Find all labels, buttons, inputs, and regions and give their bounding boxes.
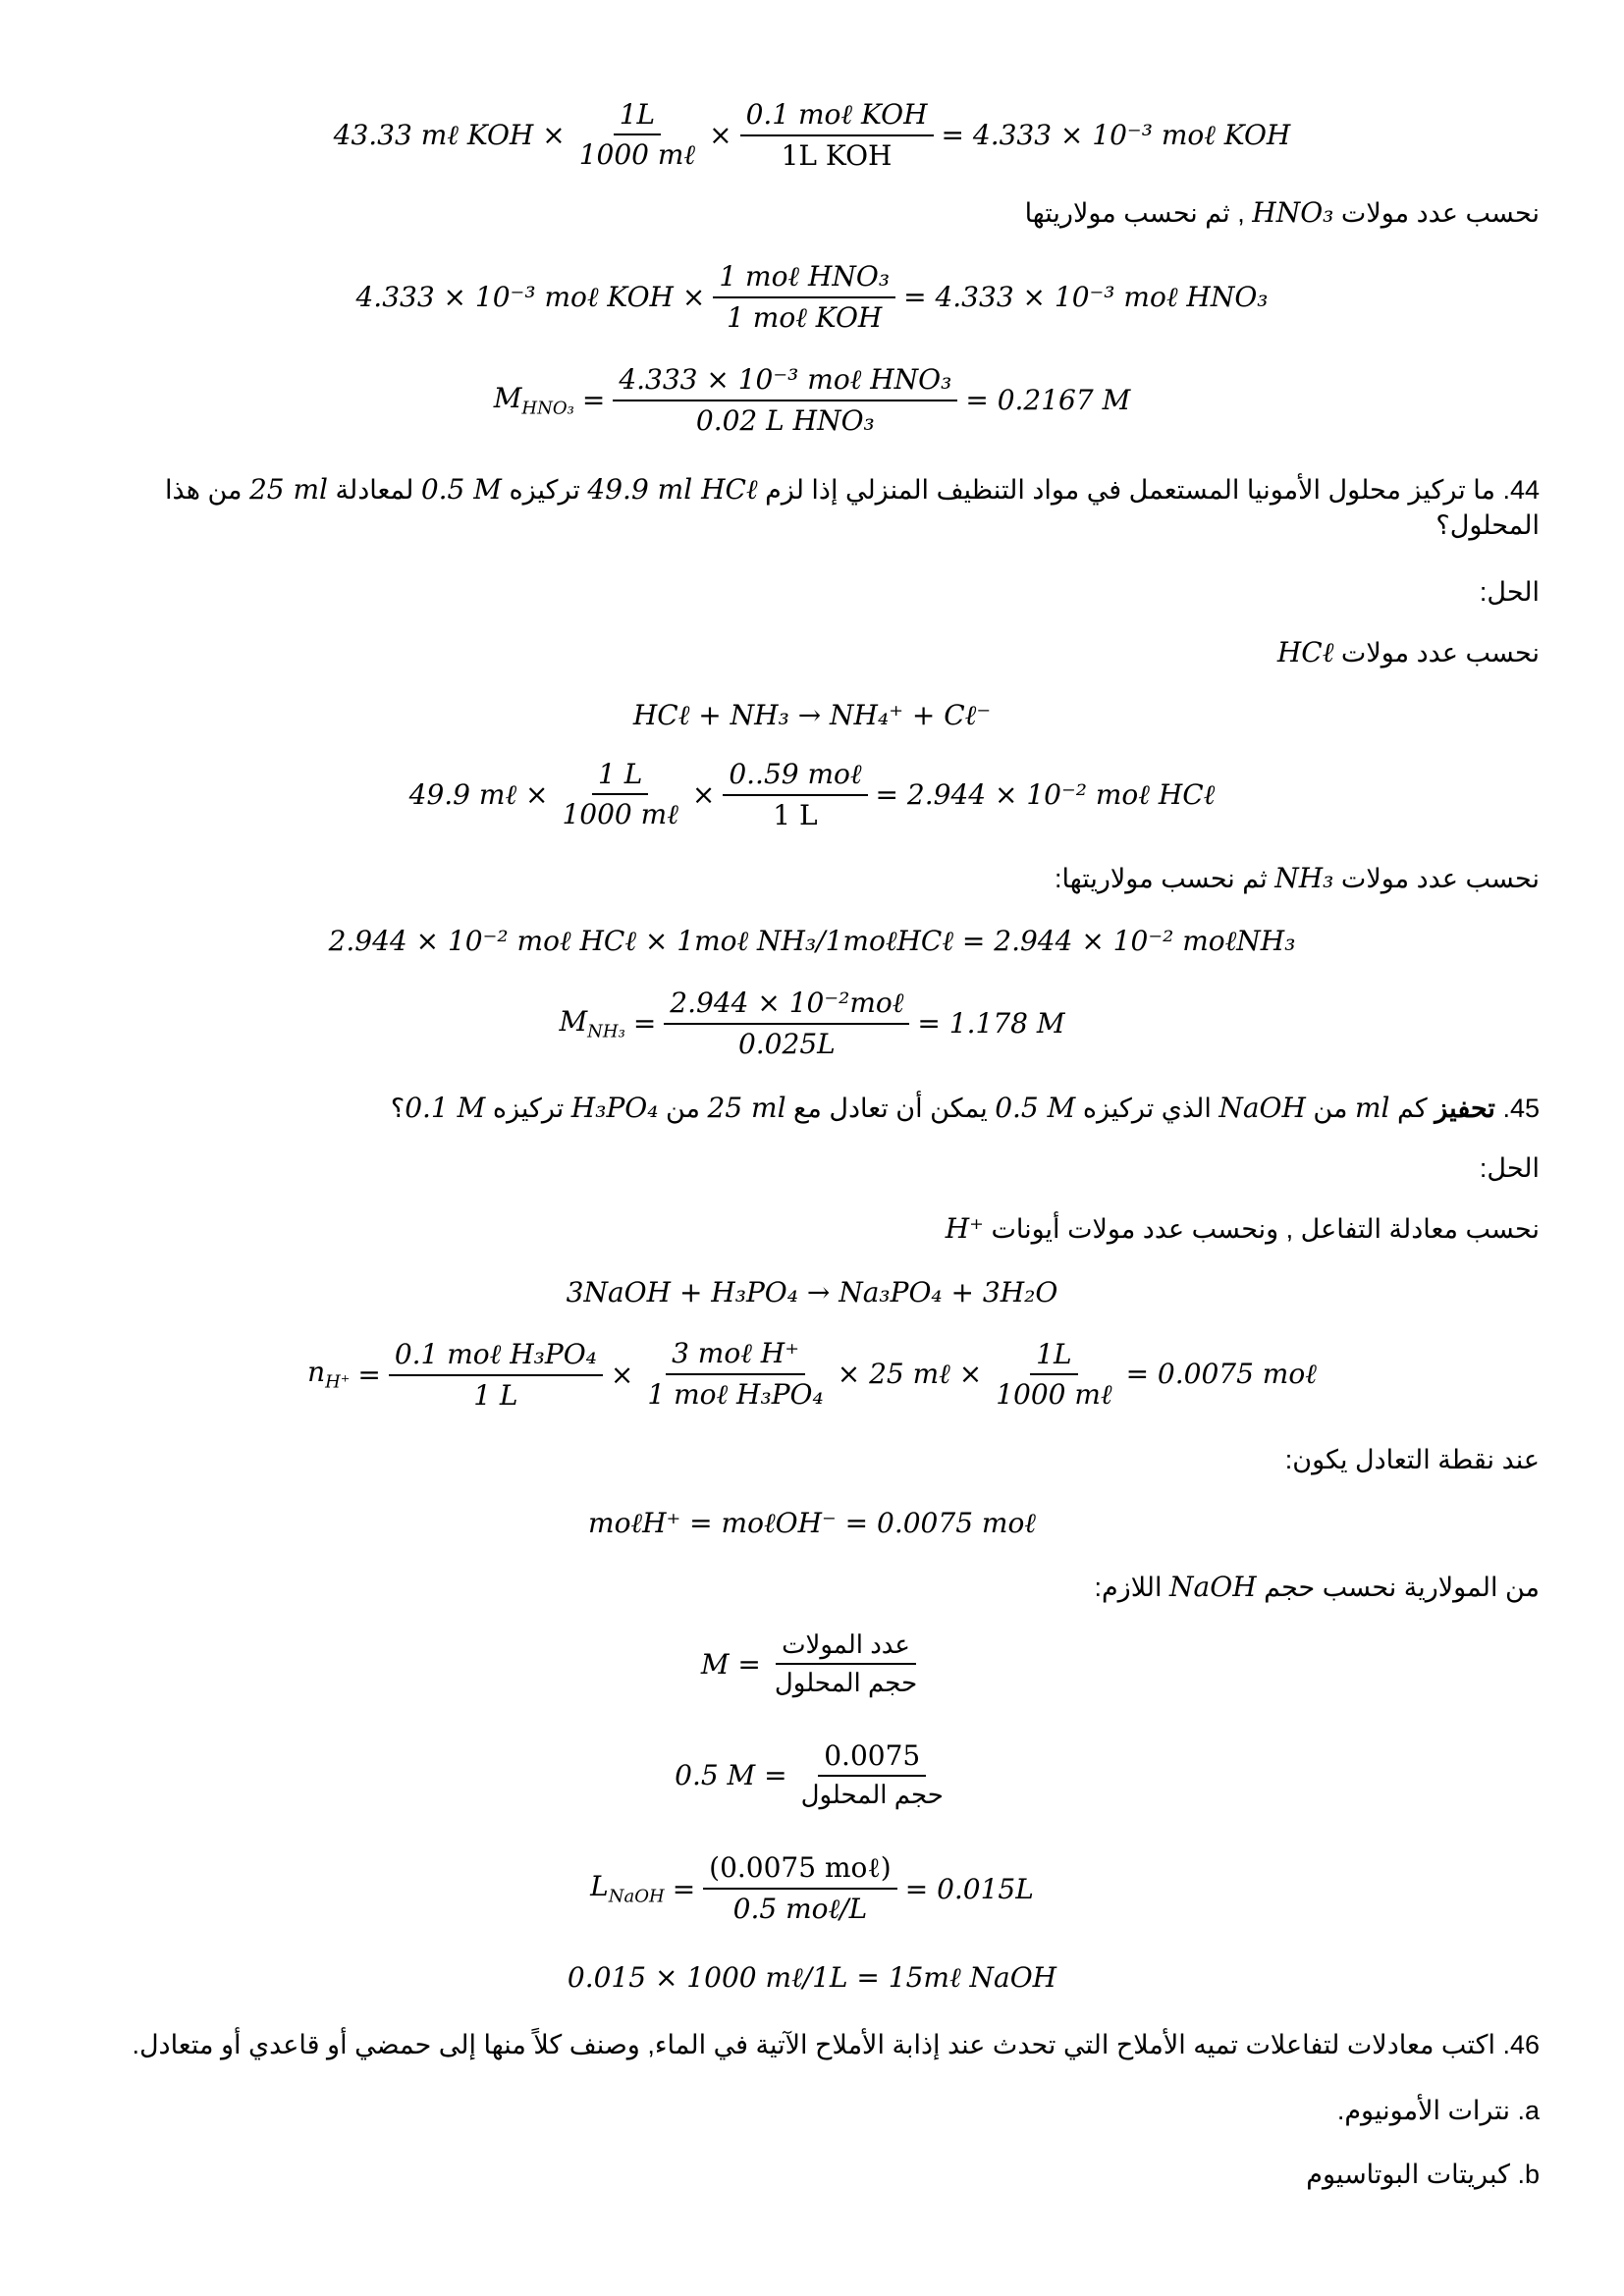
question-44: 44. ما تركيز محلول الأمونيا المستعمل في مواد التنظيف المنزلي إذا لزم 49.9 ml HCℓ تركيزه 0.5 M لمعادلة 25 ml من هذا: [165, 473, 1540, 506]
equation-equivalence: moℓH⁺ = moℓOH⁻ = 0.0075 moℓ: [588, 1507, 1036, 1539]
equation-nh3-moles: 2.944 × 10⁻² moℓ HCℓ × 1moℓ NH₃/1moℓHCℓ = 2.944 × 10⁻² moℓNH₃: [328, 925, 1296, 957]
equation-naoh-ml: 0.015 × 1000 mℓ/1L = 15mℓ NaOH: [567, 1961, 1057, 1994]
equation-koh-moles: 43.33 mℓ KOH × $\frac{1L}{\text{1000 mℓ}}$ × $\frac{\text{0.1 moℓ KOH}}{\text{1L KOH}}$ = 4.333 × 10⁻³ moℓ KOH: [333, 98, 1291, 172]
question-46-item-b: b. كبريتات البوتاسيوم: [1306, 2160, 1540, 2189]
equation-hno3-molarity: $M_{HNO_3}$ = $\frac{\text{4.333 × 10⁻³ moℓ HNO₃}}{\text{0.02 L HNO₃}}$ = 0.2167 M: [493, 363, 1131, 437]
solution-label-2: الحل:: [1479, 1153, 1540, 1183]
text-nh3-moles: نحسب عدد مولات NH₃ ثم نحسب مولاريتها:: [1055, 862, 1540, 894]
equation-hno3-moles: 4.333 × 10⁻³ moℓ KOH × $\frac{\text{1 moℓ HNO₃}}{\text{1 moℓ KOH}}$ = 4.333 × 10⁻³ moℓ HNO₃: [355, 260, 1269, 334]
equation-molarity-substituted: 0.5 M = $\frac{0.0075}{\text{حجم المحلول}}$: [675, 1739, 944, 1809]
text-hcl-moles: نحسب عدد مولات HCℓ: [1276, 636, 1540, 668]
equation-molarity-definition: M = $\frac{\text{عدد المولات}}{\text{حجم المحلول}}$: [700, 1629, 918, 1697]
question-46: 46. اكتب معادلات لتفاعلات تميه الأملاح التي تحدث عند إذابة الأملاح الآتية في الماء, وصنف كلاً منها إلى حمضي أو قاعدي أو متعادل.: [132, 2030, 1540, 2059]
equation-h-moles: $n_{H^+}$ = $\frac{\text{0.1 moℓ H₃PO₄}}{1 L}$ × $\frac{\text{3 moℓ H⁺}}{\text{1 moℓ H₃PO₄}}$ × 25 mℓ × $\frac{1L}{\text{1000 mℓ}}$ = 0.0075 moℓ: [307, 1337, 1317, 1412]
equation-naoh-liters: $L_{NaOH}$ = $\frac{\text{(0.0075 moℓ)}}{\text{0.5 moℓ/L}}$ = 0.015L: [590, 1851, 1034, 1925]
text-equivalence-point: عند نقطة التعادل يكون:: [1284, 1445, 1540, 1474]
solution-label: الحل:: [1479, 577, 1540, 607]
equation-naoh-h3po4: 3NaOH + H₃PO₄ → Na₃PO₄ + 3H₂O: [566, 1276, 1058, 1308]
equation-hcl-nh3: HCℓ + NH₃ → NH₄⁺ + Cℓ⁻: [632, 699, 992, 731]
question-44-line2: المحلول؟: [1435, 510, 1540, 540]
question-46-item-a: a. نترات الأمونيوم.: [1336, 2096, 1540, 2125]
equation-hcl-moles: 49.9 mℓ × $\frac{1 L}{\text{1000 mℓ}}$ × $\frac{\text{0..59 moℓ}}{1 L}$ = 2.944 × 10⁻² moℓ HCℓ: [408, 758, 1216, 831]
text-h-ions: نحسب معادلة التفاعل , ونحسب عدد مولات أيونات H⁺: [945, 1212, 1540, 1245]
text-naoh-volume: من المولارية نحسب حجم NaOH اللازم:: [1094, 1571, 1540, 1603]
text-hno3-moles: نحسب عدد مولات HNO₃ , ثم نحسب مولاريتها: [1024, 196, 1540, 229]
equation-nh3-molarity: $M_{NH_3}$ = $\frac{\text{2.944 × 10⁻²moℓ}}{0.025L}$ = 1.178 M: [559, 987, 1065, 1060]
question-45: 45. تحفيز كم ml من NaOH الذي تركيزه 0.5 M يمكن أن تعادل مع 25 ml من H₃PO₄ تركيزه 0.1 M؟: [390, 1092, 1540, 1124]
